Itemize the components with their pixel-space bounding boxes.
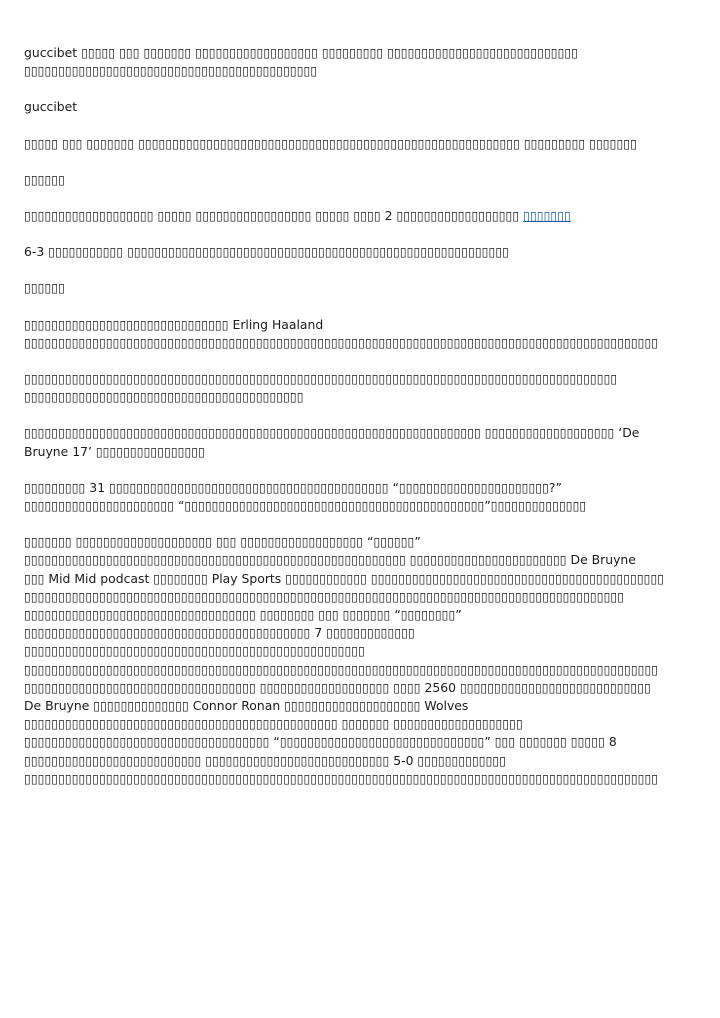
- de-bruyne-paragraph: [24, 424, 696, 460]
- long-paragraph: [24, 533, 696, 788]
- haaland-paragraph: [24, 316, 696, 352]
- text-line: ▯▯▯▯▯▯▯▯▯▯▯▯▯▯▯▯▯▯▯▯▯▯▯▯▯▯▯▯▯▯▯▯▯▯▯▯▯▯▯▯▯: [24, 389, 304, 405]
- text-line: ▯▯▯▯▯▯▯▯▯▯▯▯▯▯▯▯▯▯▯▯▯▯▯▯▯▯▯▯▯▯▯▯▯▯▯▯▯▯▯▯▯▯▯▯▯▯▯▯▯▯▯▯▯▯▯▯ ▯▯▯▯▯▯▯▯▯▯▯▯▯▯▯▯▯▯▯▯▯▯▯ De Bruyne: [24, 552, 636, 568]
- text-line: ▯▯▯▯▯▯▯▯▯▯▯▯▯▯▯▯▯▯▯▯▯▯▯▯▯▯▯▯▯▯▯▯▯▯▯▯▯▯▯▯▯▯▯▯▯▯▯▯▯▯: [24, 643, 365, 659]
- inline-link[interactable]: ▯▯▯▯▯▯▯: [523, 208, 571, 224]
- text-line: ▯▯▯▯▯▯▯▯▯ 31 ▯▯▯▯▯▯▯▯▯▯▯▯▯▯▯▯▯▯▯▯▯▯▯▯▯▯▯▯▯▯▯▯▯▯▯▯▯▯▯▯▯ “▯▯▯▯▯▯▯▯▯▯▯▯▯▯▯▯▯▯▯▯▯▯?”: [24, 479, 562, 495]
- text-line: Bruyne 17’ ▯▯▯▯▯▯▯▯▯▯▯▯▯▯▯▯: [24, 443, 205, 459]
- paragraph-with-link: [24, 207, 696, 225]
- section-heading: ▯▯▯▯▯▯: [24, 280, 65, 296]
- text-line: De Bruyne ▯▯▯▯▯▯▯▯▯▯▯▯▯▯ Connor Ronan ▯▯▯▯▯▯▯▯▯▯▯▯▯▯▯▯▯▯▯▯ Wolves: [24, 698, 469, 714]
- text-line: ▯▯▯▯▯▯▯▯▯▯▯▯▯▯▯▯▯▯▯▯▯▯▯▯▯▯▯▯▯▯▯▯▯▯▯▯▯▯▯▯▯▯▯▯▯▯▯▯▯▯▯▯▯▯▯▯▯▯▯▯▯▯▯▯▯▯▯▯▯▯▯▯▯▯▯▯▯▯▯▯▯▯▯▯▯▯▯▯▯▯▯▯▯: [24, 770, 659, 786]
- text-line: ▯▯▯▯▯▯▯▯▯▯▯▯▯▯▯▯▯▯▯▯▯▯▯▯▯▯▯▯▯▯▯▯▯▯▯▯▯▯▯▯▯▯▯: [24, 63, 318, 79]
- text-line: ▯▯▯▯▯▯▯▯▯▯▯▯▯▯▯▯▯▯▯▯▯▯▯▯▯▯▯▯▯▯▯▯▯▯▯▯▯▯▯▯▯▯▯▯▯▯▯▯▯▯▯▯▯▯▯▯▯▯▯▯▯▯▯▯▯▯▯ ▯▯▯▯▯▯▯▯▯▯▯▯▯▯▯▯▯▯▯ ‘De: [24, 425, 640, 441]
- summary-paragraph: ▯▯▯▯▯ ▯▯▯ ▯▯▯▯▯▯▯ ▯▯▯▯▯▯▯▯▯▯▯▯▯▯▯▯▯▯▯▯▯▯▯▯▯▯▯▯▯▯▯▯▯▯▯▯▯▯▯▯▯▯▯▯▯▯▯▯▯▯▯▯▯▯▯▯ ▯▯▯▯▯▯▯▯▯ ▯▯▯▯▯▯▯: [24, 135, 637, 151]
- text-line: ▯▯▯▯▯▯▯▯▯▯▯▯▯▯▯▯▯▯▯▯▯▯▯▯▯▯▯▯▯▯▯▯▯▯ ▯▯▯▯▯▯▯▯ ▯▯▯ ▯▯▯▯▯▯▯ “▯▯▯▯▯▯▯▯”: [24, 607, 462, 623]
- brand-heading: guccibet: [24, 99, 78, 115]
- score-paragraph: 6-3 ▯▯▯▯▯▯▯▯▯▯▯ ▯▯▯▯▯▯▯▯▯▯▯▯▯▯▯▯▯▯▯▯▯▯▯▯▯▯▯▯▯▯▯▯▯▯▯▯▯▯▯▯▯▯▯▯▯▯▯▯▯▯▯▯▯▯▯▯: [24, 244, 509, 260]
- text-line: ▯▯▯▯▯▯▯▯▯▯▯▯▯▯▯▯▯▯▯▯▯▯ “▯▯▯▯▯▯▯▯▯▯▯▯▯▯▯▯▯▯▯▯▯▯▯▯▯▯▯▯▯▯▯▯▯▯▯▯▯▯▯▯▯▯▯▯”▯▯▯▯▯▯▯▯▯▯▯▯▯▯: [24, 498, 587, 514]
- text-line: ▯▯▯▯▯▯▯▯▯▯▯▯▯▯▯▯▯▯▯▯▯▯▯▯▯▯▯▯▯▯▯▯▯▯▯▯ “▯▯▯▯▯▯▯▯▯▯▯▯▯▯▯▯▯▯▯▯▯▯▯▯▯▯▯▯▯▯” ▯▯▯ ▯▯▯▯▯▯▯ ▯▯▯▯▯ 8: [24, 734, 617, 750]
- text-line: ▯▯▯▯▯▯▯▯▯▯▯▯▯▯▯▯▯▯▯▯▯▯▯▯▯▯▯▯▯▯▯▯▯▯▯▯▯▯▯▯▯▯ 7 ▯▯▯▯▯▯▯▯▯▯▯▯▯: [24, 625, 415, 641]
- text-line: ▯▯▯▯▯▯▯▯▯▯▯▯▯▯▯▯▯▯▯▯▯▯▯▯▯▯▯▯▯▯▯▯▯▯▯▯▯▯▯▯▯▯▯▯▯▯▯▯▯▯▯▯▯▯▯▯▯▯▯▯▯▯▯▯▯▯▯▯▯▯▯▯▯▯▯▯▯▯▯▯▯▯▯▯▯▯▯▯▯▯▯▯▯: [24, 334, 659, 350]
- text-line: ▯▯▯▯▯▯▯▯▯▯▯▯▯▯▯▯▯▯▯▯▯▯▯▯▯▯▯▯▯▯▯▯▯▯ ▯▯▯▯▯▯▯▯▯▯▯▯▯▯▯▯▯▯▯ ▯▯▯▯ 2560 ▯▯▯▯▯▯▯▯▯▯▯▯▯▯▯▯▯▯▯▯▯▯▯▯▯▯▯▯: [24, 679, 651, 695]
- text-line: ▯▯▯▯▯▯▯▯▯▯▯▯▯▯▯▯▯▯▯▯▯▯▯▯▯▯▯▯▯▯▯▯▯▯▯▯▯▯▯▯▯▯▯▯▯▯▯▯▯▯▯▯▯▯▯▯▯▯▯▯▯▯▯▯▯▯▯▯▯▯▯▯▯▯▯▯▯▯▯▯▯▯▯▯▯▯▯: [24, 371, 618, 387]
- section-heading: ▯▯▯▯▯▯: [24, 171, 65, 187]
- text-line: ▯▯▯ Mid Mid podcast ▯▯▯▯▯▯▯▯ Play Sports ▯▯▯▯▯▯▯▯▯▯▯▯ ▯▯▯▯▯▯▯▯▯▯▯▯▯▯▯▯▯▯▯▯▯▯▯▯▯▯▯▯▯▯▯▯▯▯▯▯▯▯▯▯▯▯▯: [24, 570, 665, 586]
- text-line: ▯▯▯▯▯▯▯▯▯▯▯▯▯▯▯▯▯▯▯▯▯▯▯▯▯▯▯▯▯▯▯▯▯▯▯▯▯▯▯▯▯▯▯▯▯▯ ▯▯▯▯▯▯▯ ▯▯▯▯▯▯▯▯▯▯▯▯▯▯▯▯▯▯▯: [24, 716, 523, 732]
- text-line: guccibet ▯▯▯▯▯ ▯▯▯ ▯▯▯▯▯▯▯ ▯▯▯▯▯▯▯▯▯▯▯▯▯▯▯▯▯▯ ▯▯▯▯▯▯▯▯▯ ▯▯▯▯▯▯▯▯▯▯▯▯▯▯▯▯▯▯▯▯▯▯▯▯▯▯▯▯: [24, 45, 579, 60]
- quote-paragraph: [24, 479, 696, 515]
- paragraph-text: ▯▯▯▯▯▯▯▯▯▯▯▯▯▯▯▯▯▯▯ ▯▯▯▯▯ ▯▯▯▯▯▯▯▯▯▯▯▯▯▯▯▯▯ ▯▯▯▯▯ ▯▯▯▯ 2 ▯▯▯▯▯▯▯▯▯▯▯▯▯▯▯▯▯▯: [24, 208, 524, 224]
- text-line: ▯▯▯▯▯▯▯▯▯▯▯▯▯▯▯▯▯▯▯▯▯▯▯▯▯▯▯▯▯▯▯▯▯▯▯▯▯▯▯▯▯▯▯▯▯▯▯▯▯▯▯▯▯▯▯▯▯▯▯▯▯▯▯▯▯▯▯▯▯▯▯▯▯▯▯▯▯▯▯▯▯▯▯▯▯▯▯▯: [24, 588, 625, 604]
- intro-paragraph: [24, 44, 696, 80]
- text-line: ▯▯▯▯▯▯▯▯▯▯▯▯▯▯▯▯▯▯▯▯▯▯▯▯▯▯ ▯▯▯▯▯▯▯▯▯▯▯▯▯▯▯▯▯▯▯▯▯▯▯▯▯▯▯ 5-0 ▯▯▯▯▯▯▯▯▯▯▯▯▯: [24, 752, 507, 768]
- text-line: ▯▯▯▯▯▯▯▯▯▯▯▯▯▯▯▯▯▯▯▯▯▯▯▯▯▯▯▯▯▯▯▯▯▯▯▯▯▯▯▯▯▯▯▯▯▯▯▯▯▯▯▯▯▯▯▯▯▯▯▯▯▯▯▯▯▯▯▯▯▯▯▯▯▯▯▯▯▯▯▯▯▯▯▯▯▯▯▯▯▯▯▯▯: [24, 661, 659, 677]
- body-paragraph: [24, 370, 696, 406]
- text-line: ▯▯▯▯▯▯▯▯▯▯▯▯▯▯▯▯▯▯▯▯▯▯▯▯▯▯▯▯▯▯ Erling Haaland: [24, 316, 324, 332]
- text-line: ▯▯▯▯▯▯▯ ▯▯▯▯▯▯▯▯▯▯▯▯▯▯▯▯▯▯▯▯ ▯▯▯ ▯▯▯▯▯▯▯▯▯▯▯▯▯▯▯▯▯▯ “▯▯▯▯▯▯”: [24, 534, 421, 550]
